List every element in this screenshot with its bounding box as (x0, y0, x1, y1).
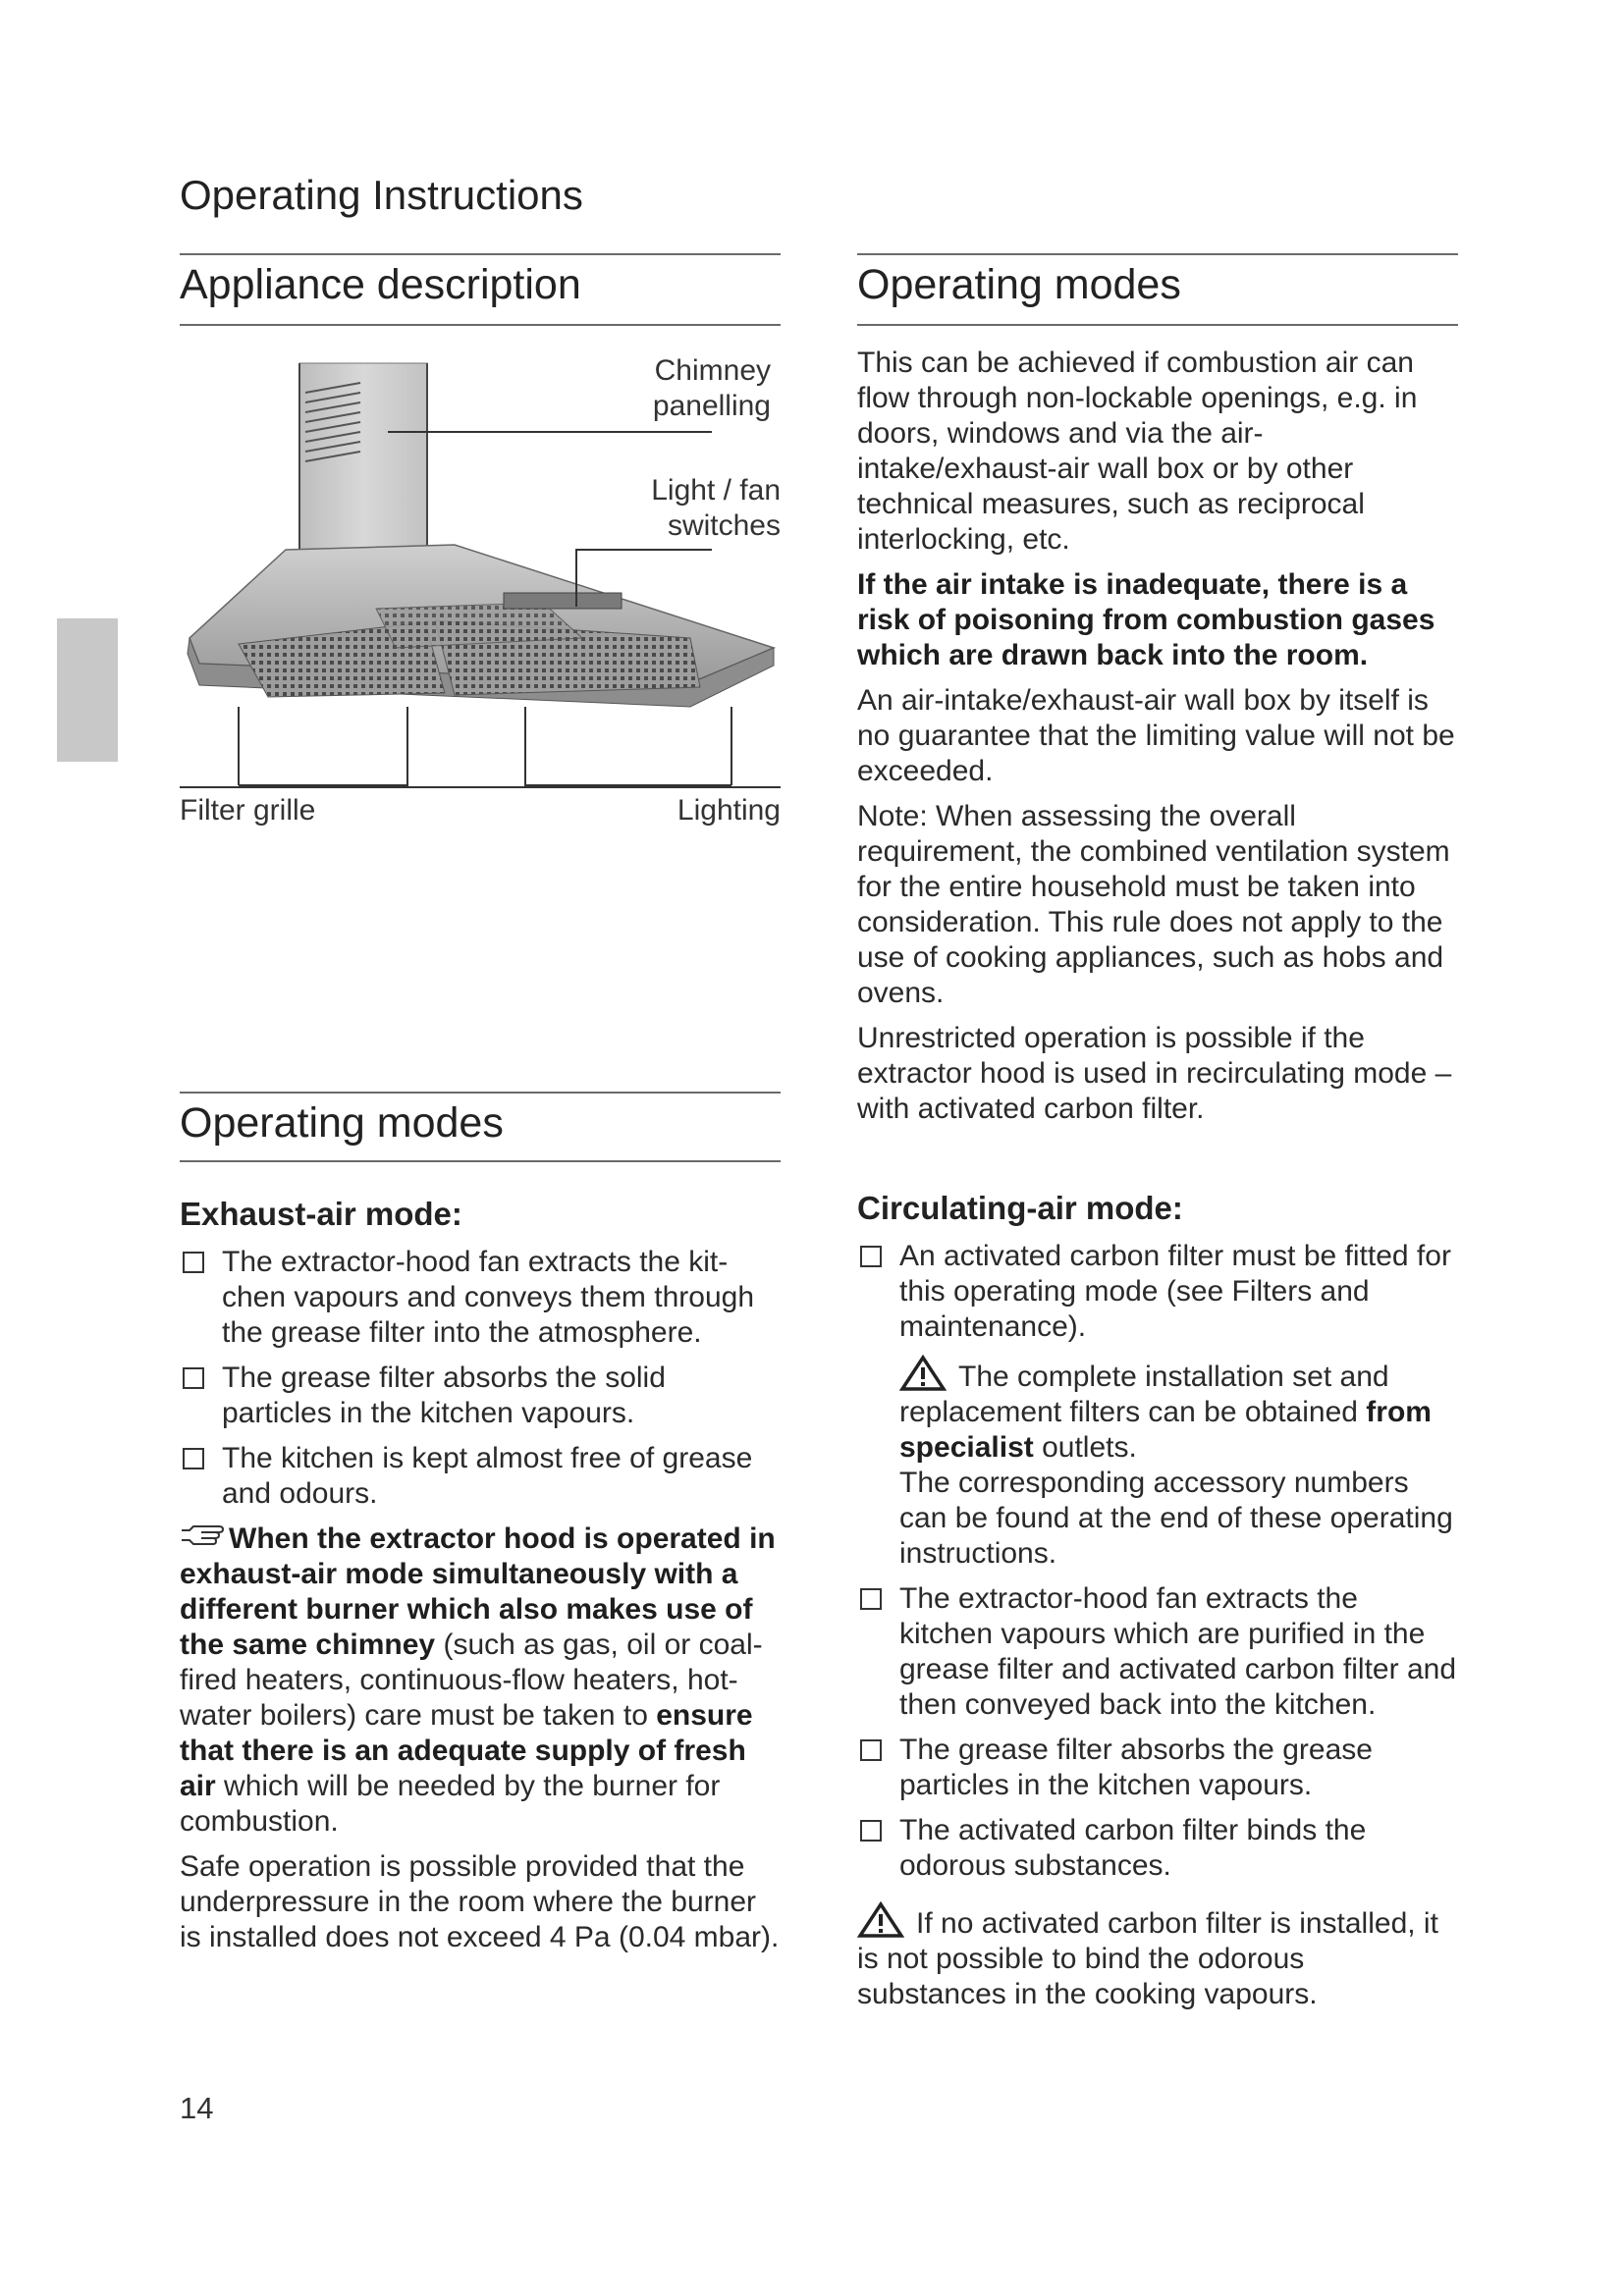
label-filter-grille: Filter grille (180, 794, 316, 827)
list-item: The extractor-hood fan extracts the kit-chen vapours and conveys them through the grease filter into the atmosphere. (180, 1245, 781, 1351)
operating-modes-heading-right: Operating modes (857, 261, 1181, 308)
label-lighting: Lighting (677, 794, 781, 827)
checkbox-bullet-icon (183, 1448, 204, 1469)
list-item: The kitchen is kept almost free of grease and odours. (180, 1441, 781, 1512)
warning-triangle-icon (899, 1355, 947, 1392)
list-item: The grease filter absorbs the grease particles in the kitchen vapours. (857, 1733, 1458, 1803)
list-item: The grease filter absorbs the solid particles in the kitchen vapours. (180, 1361, 781, 1431)
hood-diagram (180, 353, 781, 827)
label-switches-line1: Light / fan (651, 474, 781, 507)
divider (180, 324, 781, 326)
divider (180, 253, 781, 255)
circulating-air-heading: Circulating-air mode: (857, 1190, 1183, 1226)
right-body-top (857, 346, 1458, 1137)
checkbox-bullet-icon (183, 1252, 204, 1273)
safe-operation-text: Safe operation is possible provided that the underpressure in the room where the burner is installed does not exceed 4 Pa (0.04 mbar). (180, 1850, 780, 1953)
paragraph: An air-intake/exhaust-air wall box by itself is no guarantee that the limiting value will not be exceeded. (857, 684, 1455, 787)
operating-modes-heading-left: Operating modes (180, 1099, 504, 1147)
right-body-bottom (857, 1239, 1458, 2022)
list-item: An activated carbon filter must be fitted for this operating mode (see Filters and maintenance). (857, 1239, 1458, 1345)
divider (180, 1092, 781, 1094)
paragraph: Unrestricted operation is possible if the extractor hood is used in recirculating mode – with activated carbon filter. (857, 1022, 1452, 1125)
checkbox-bullet-icon (860, 1739, 882, 1761)
list-item: The extractor-hood fan extracts the kitchen vapours which are purified in the grease filter and activated carbon filter and then conveyed back into the kitchen. (857, 1581, 1458, 1723)
divider (857, 253, 1458, 255)
pointing-hand-icon (180, 1522, 225, 1548)
section-tab-marker (57, 618, 118, 762)
page-number: 14 (180, 2091, 214, 2125)
checkbox-bullet-icon (860, 1820, 882, 1842)
checkbox-bullet-icon (183, 1367, 204, 1389)
label-chimney-line1: Chimney (654, 354, 771, 387)
divider (857, 324, 1458, 326)
warning-triangle-icon (857, 1901, 904, 1939)
note-paragraph: Note: When assessing the overall requirement, the combined ventilation system for the entire household must be taken into consideration. This rule does not apply to the use of cooking appliances, such as hobs and ovens. (857, 800, 1450, 1009)
appliance-description-heading: Appliance description (180, 261, 581, 308)
checkbox-bullet-icon (860, 1588, 882, 1610)
left-body (180, 1245, 781, 1965)
paragraph: This can be achieved if combustion air can flow through non-lockable openings, e.g. in doors, windows and via the air-intake/exhaust-air wall box or by other technical measures, such as reciprocal interlocking, etc. (857, 347, 1418, 556)
carbon-filter-warning: If no activated carbon filter is installed, it is not possible to bind the odorous substances in the cooking vapours. (857, 1901, 1458, 2012)
accessory-note: The complete installation set and replacement filters can be obtained from specialist outlets. The corresponding accessory numbers can be found at the end of these operating instructions. (857, 1355, 1458, 1572)
inadequate-air-warning: If the air intake is inadequate, there is a risk of poisoning from combustion gases which are drawn back into the room. (857, 568, 1435, 671)
page-title: Operating Instructions (180, 172, 583, 218)
divider (180, 1160, 781, 1162)
exhaust-air-heading: Exhaust-air mode: (180, 1196, 462, 1232)
checkbox-bullet-icon (860, 1246, 882, 1267)
list-item: The activated carbon filter binds the odorous substances. (857, 1813, 1458, 1884)
label-switches-line2: switches (667, 509, 781, 542)
chimney-warning: When the extractor hood is operated in exhaust-air mode simultaneously with a different burner which also makes use of the same chimney (such as gas, oil or coal-fired heaters, continuous-flow heaters, hot-water boilers) care must be taken to ensure that there is an adequate supply of fresh air which will be needed by the burner for combustion. (180, 1522, 776, 1838)
label-chimney-line2: panelling (652, 390, 771, 422)
